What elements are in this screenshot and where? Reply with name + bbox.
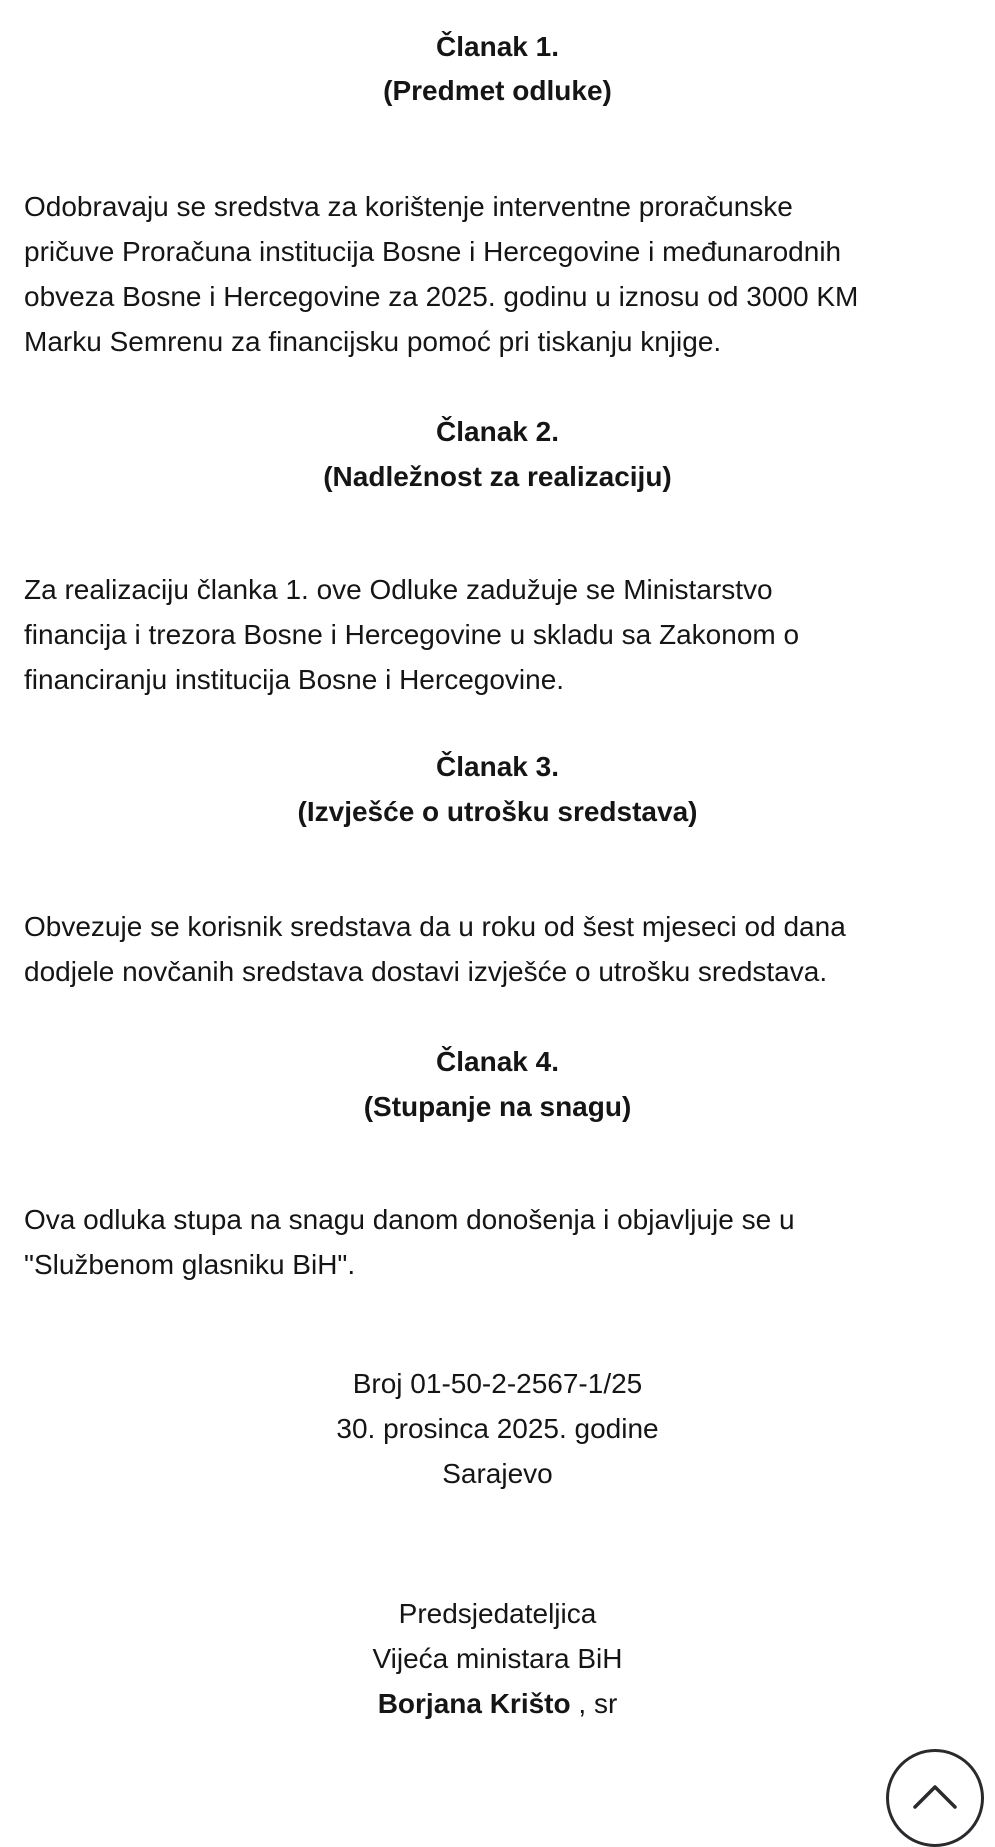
article-1-title: (Predmet odluke) [383,75,612,106]
scroll-to-top-button[interactable] [886,1749,984,1847]
article-3-title: (Izvješće o utrošku sredstava) [297,796,698,827]
document-date: 30. prosinca 2025. godine [336,1413,659,1444]
article-4-title: (Stupanje na snagu) [363,1091,632,1122]
paragraph-line: obveza Bosne i Hercegovine za 2025. godinu u iznosu od 3000 KM [24,281,859,312]
signatory-line [0,1687,995,1721]
paragraph-line: dodjele novčanih sredstava dostavi izvješće o utrošku sredstava. [24,956,828,987]
chevron-up-icon [889,1752,981,1844]
signatory-name: Borjana Krišto [377,1688,571,1719]
article-4-number: Članak 4. [436,1046,559,1077]
signatory-body: Vijeća ministara BiH [372,1643,623,1674]
article-1-number: Članak 1. [436,31,559,62]
paragraph-line: financija i trezora Bosne i Hercegovine u skladu sa Zakonom o [24,619,800,650]
signatory-role: Predsjedateljica [398,1598,597,1629]
paragraph-line: Odobravaju se sredstva za korištenje interventne proračunske [24,191,793,222]
article-2-title: (Nadležnost za realizaciju) [323,461,672,492]
article-3-number: Članak 3. [436,751,559,782]
paragraph-line: Marku Semrenu za financijsku pomoć pri tiskanju knjige. [24,326,722,357]
paragraph-line: Obvezuje se korisnik sredstava da u roku od šest mjeseci od dana [24,911,846,942]
paragraph-line: Za realizaciju članka 1. ove Odluke zadužuje se Ministarstvo [24,574,773,605]
paragraph-line: "Službenom glasniku BiH". [24,1249,356,1280]
signatory-suffix: , sr [570,1688,618,1719]
document-number: Broj 01-50-2-2567-1/25 [352,1368,643,1399]
paragraph-line: pričuve Proračuna institucija Bosne i Hercegovine i međunarodnih [24,236,842,267]
paragraph-line: Ova odluka stupa na snagu danom donošenja i objavljuje se u [24,1204,795,1235]
document-place: Sarajevo [442,1458,553,1489]
article-2-number: Članak 2. [436,416,559,447]
paragraph-line: financiranju institucija Bosne i Hercegovine. [24,664,565,695]
